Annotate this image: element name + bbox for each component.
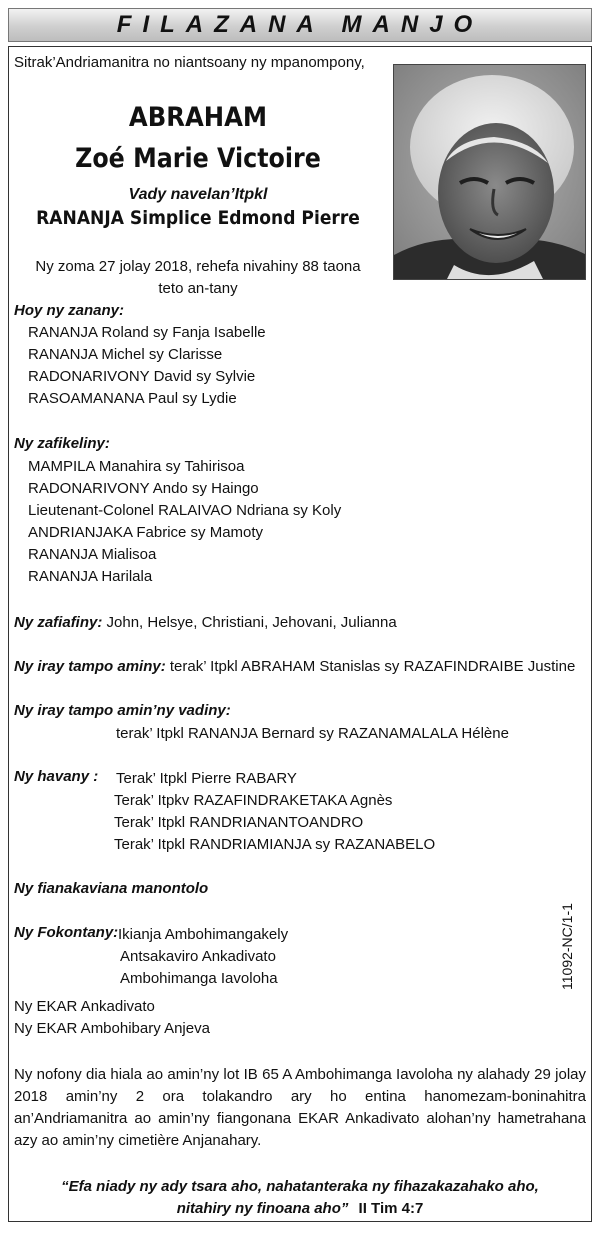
- relatives-label: Ny havany :: [14, 768, 99, 785]
- page-header: [8, 8, 592, 42]
- list-item: Ambohimanga Iavoloha: [120, 970, 278, 987]
- verse-line-2: [0, 1198, 600, 1220]
- great-grandchildren-names: John, Helsye, Christiani, Jehovani, Julianna: [106, 614, 397, 631]
- list-item: RANANJA Mialisoa: [28, 546, 157, 563]
- list-item: RANANJA Roland sy Fanja Isabelle: [28, 324, 266, 341]
- deceased-surname: ABRAHAM: [128, 102, 268, 133]
- spouse-siblings-label: Ny iray tampo amin’ny vadiny:: [14, 702, 231, 719]
- death-date-line: Ny zoma 27 jolay 2018, rehefa nivahiny 88 taona: [35, 258, 361, 275]
- list-item: MAMPILA Manahira sy Tahirisoa: [28, 458, 245, 475]
- list-item: ANDRIANJAKA Fabrice sy Mamoty: [28, 524, 264, 541]
- family-label: Ny fianakaviana manontolo: [14, 880, 209, 897]
- list-item: Ikianja Ambohimangakely: [118, 926, 289, 943]
- list-item: Terak’ Itpkl RANDRIANANTOANDRO: [114, 814, 364, 831]
- list-item: RADONARIVONY David sy Sylvie: [28, 368, 256, 385]
- spouse-name: RANANJA Simplice Edmond Pierre: [36, 207, 360, 229]
- death-date-line-2: teto an-tany: [158, 280, 238, 297]
- list-item: Antsakaviro Ankadivato: [120, 948, 276, 965]
- list-item: Terak’ Itpkv RAZAFINDRAKETAKA Agnès: [114, 792, 393, 809]
- fokontany-label: Ny Fokontany:: [14, 924, 119, 941]
- grandchildren-label: Ny zafikeliny:: [14, 435, 110, 452]
- portrait-icon: [394, 65, 586, 280]
- list-item: Ny EKAR Ankadivato: [14, 998, 155, 1015]
- relatives-list: [114, 768, 435, 856]
- list-item: Ny EKAR Ambohibary Anjeva: [14, 1020, 210, 1037]
- list-item: Terak’ Itpkl Pierre RABARY: [116, 770, 297, 787]
- children-list: [28, 322, 266, 410]
- great-grandchildren-label: Ny zafiafiny:: [14, 614, 103, 631]
- children-label: Hoy ny zanany:: [14, 302, 125, 319]
- list-item: Lieutenant-Colonel RALAIVAO Ndriana sy Koly: [28, 502, 342, 519]
- verse-reference: II Tim 4:7: [358, 1200, 424, 1217]
- header-title: FILAZANA MANJO: [116, 11, 484, 38]
- great-grandchildren-line: [14, 612, 397, 634]
- grandchildren-list: [28, 456, 341, 588]
- siblings-label: Ny iray tampo aminy:: [14, 658, 166, 675]
- list-item: RANANJA Michel sy Clarisse: [28, 346, 223, 363]
- intro-text: Sitrak’Andriamanitra no niantsoany ny mpanompony,: [14, 54, 365, 71]
- siblings-names: terak’ Itpkl ABRAHAM Stanislas sy RAZAFINDRAIBE Justine: [169, 658, 576, 675]
- spouse-siblings-names: terak’ Itpkl RANANJA Bernard sy RAZANAMALALA Hélène: [116, 725, 509, 742]
- deceased-given-names: Zoé Marie Victoire: [75, 143, 321, 174]
- verse-text-end: nitahiry ny finoana aho”: [176, 1200, 349, 1217]
- list-item: RANANJA Harilala: [28, 568, 153, 585]
- list-item: Terak’ Itpkl RANDRIAMIANJA sy RAZANABELO: [114, 836, 436, 853]
- portrait-photo: [393, 64, 586, 280]
- funeral-notice: Ny nofony dia hiala ao amin’ny lot IB 65 A Ambohimanga Iavoloha ny alahady 29 jolay 2018 amin’ny 2 ora tolakandro ary ho entina hanomezam-boninahitra an’Andriamanitra ao amin’ny fiangonana EKAR Ankadivato alohan’ny hametrahana azy ao amin’ny cimetière Anjanahary.: [14, 1066, 586, 1149]
- spouse-role: Vady navelan’Itpkl: [128, 186, 268, 203]
- list-item: RASOAMANANA Paul sy Lydie: [28, 390, 237, 407]
- fokontany-list: [120, 924, 288, 990]
- siblings-line: [14, 656, 575, 678]
- verse-line-1: “Efa niady ny ady tsara aho, nahatanteraka ny fihazakazahako aho,: [61, 1178, 539, 1195]
- ad-reference: 11092-NC/1-1: [559, 903, 575, 990]
- churches-list: [14, 996, 210, 1040]
- list-item: RADONARIVONY Ando sy Haingo: [28, 480, 259, 497]
- bible-verse: [0, 1176, 600, 1220]
